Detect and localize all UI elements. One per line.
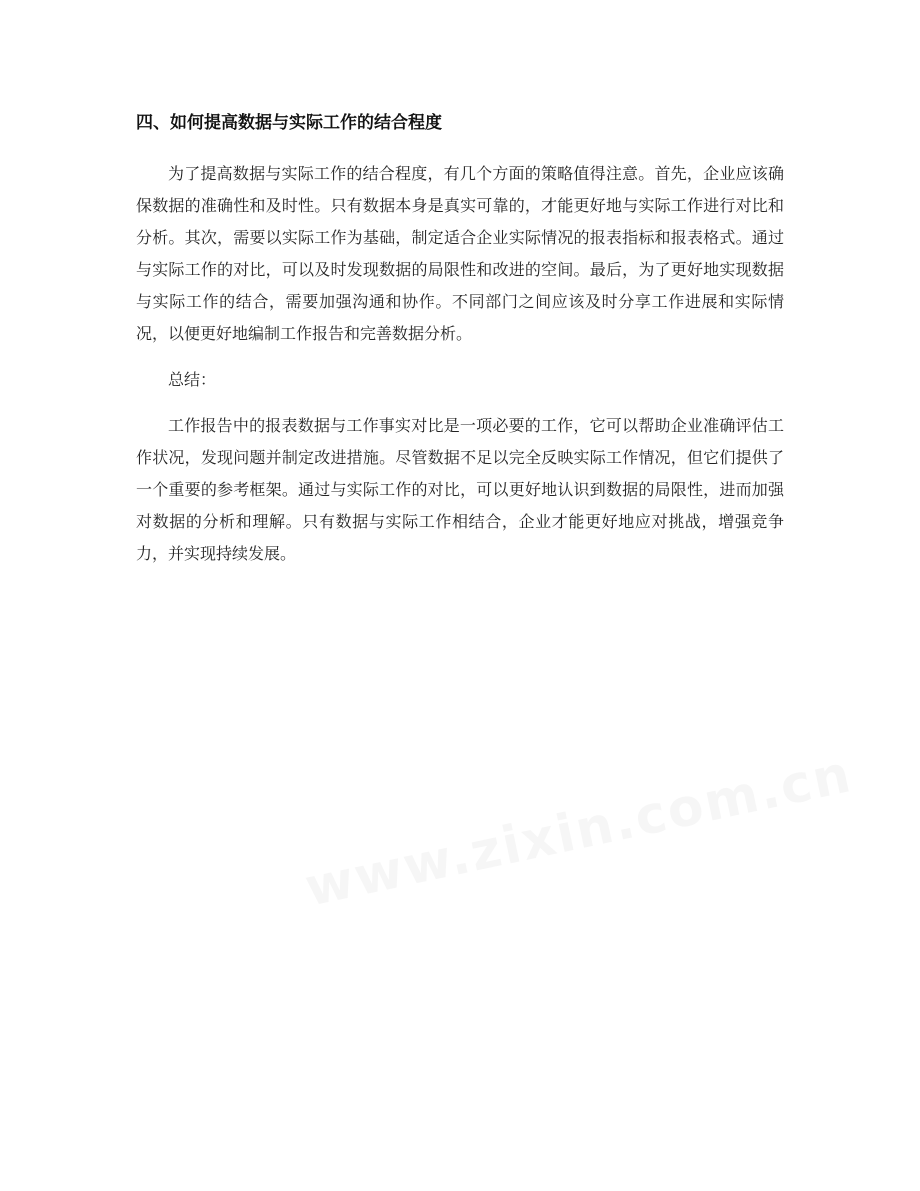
- section-heading: 四、如何提高数据与实际工作的结合程度: [136, 113, 442, 133]
- document-content: [136, 108, 784, 584]
- summary-label: 总结：: [168, 370, 217, 389]
- watermark: [300, 744, 857, 919]
- paragraph-strategies: 为了提高数据与实际工作的结合程度，有几个方面的策略值得注意。首先，企业应该确保数据的准确性和及时性。只有数据本身是真实可靠的，才能更好地与实际工作进行对比和分析。其次，需要以实际工作为基础，制定适合企业实际情况的报表指标和报表格式。通过与实际工作的对比，可以及时发现数据的局限性和改进的空间。最后，为了更好地实现数据与实际工作的结合，需要加强沟通和协作。不同部门之间应该及时分享工作进展和实际情况，以便更好地编制工作报告和完善数据分析。: [136, 164, 784, 343]
- paragraph-summary: 工作报告中的报表数据与工作事实对比是一项必要的工作，它可以帮助企业准确评估工作状况，发现问题并制定改进措施。尽管数据不足以完全反映实际工作情况，但它们提供了一个重要的参考框架。通过与实际工作的对比，可以更好地认识到数据的局限性，进而加强对数据的分析和理解。只有数据与实际工作相结合，企业才能更好地应对挑战，增强竞争力，并实现持续发展。: [136, 416, 784, 563]
